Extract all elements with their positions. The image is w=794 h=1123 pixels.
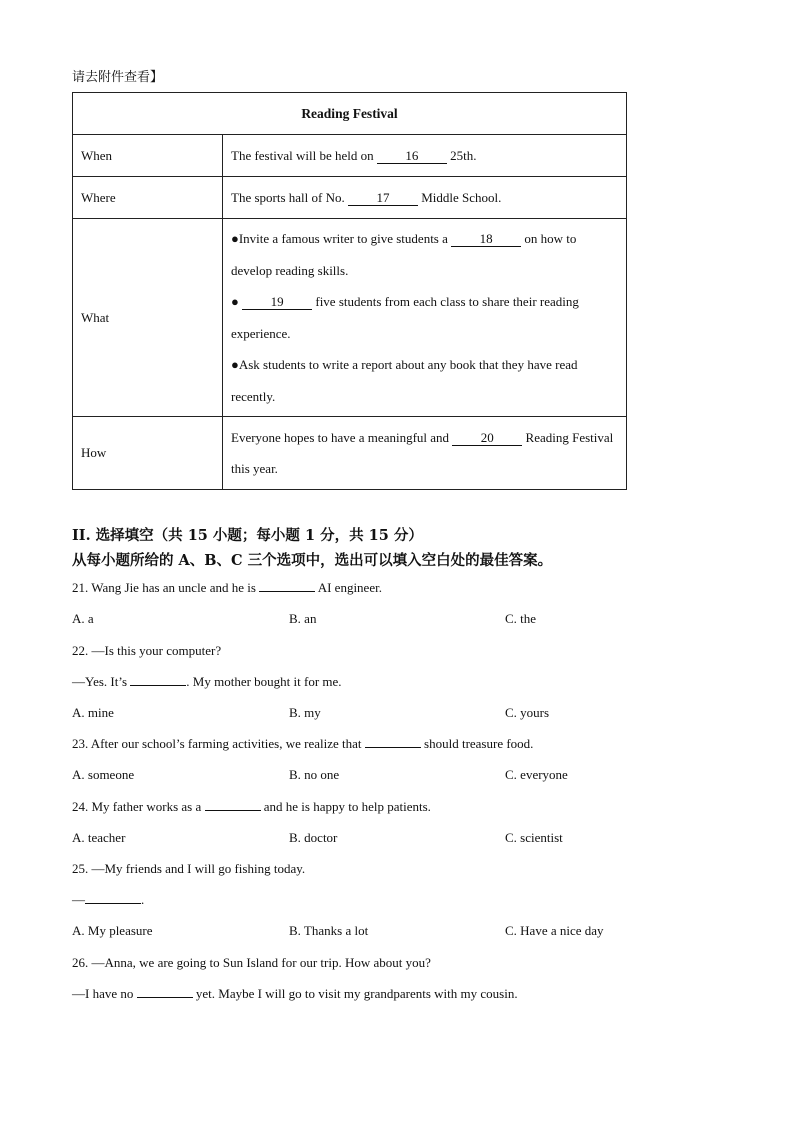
answer-blank	[259, 580, 315, 592]
text-segment: 21. Wang Jie has an uncle and he is	[72, 580, 260, 595]
question-25-reply	[72, 892, 144, 908]
row-label-what: What	[73, 219, 223, 417]
q25-option-c: C. Have a nice day	[505, 923, 604, 938]
text-segment: .	[141, 892, 145, 907]
text-segment: —Yes. It’s	[72, 674, 131, 689]
table-title: Reading Festival	[73, 93, 627, 135]
text-segment: ●Ask students to write a report about any book that they have read recently.	[231, 357, 578, 404]
blank-18: 18	[451, 232, 521, 247]
row-content-when	[223, 135, 627, 177]
section-heading: II. 选择填空（共 15 小题；每小题 1 分，共 15 分）	[72, 527, 423, 544]
answer-blank	[130, 674, 186, 686]
row-content-where	[223, 177, 627, 219]
table-header-row	[73, 93, 627, 135]
q22-option-a: A. mine	[72, 705, 114, 720]
text-segment: and he is happy to help patients.	[260, 799, 431, 814]
q24-option-c: C. scientist	[505, 830, 563, 845]
blank-17: 17	[348, 191, 418, 206]
text-segment: AI engineer.	[315, 580, 382, 595]
q23-option-b: B. no one	[289, 767, 340, 782]
text-segment: The sports hall of No.	[231, 189, 348, 205]
row-content-how	[223, 417, 627, 490]
answer-blank	[137, 986, 193, 998]
q21-option-a: A. a	[72, 611, 94, 626]
question-23	[72, 736, 533, 752]
attachment-note: 请去附件查看】	[72, 70, 164, 85]
answer-blank	[365, 736, 421, 748]
text-segment: —I have no	[72, 986, 137, 1001]
text-segment: . My mother bought it for me.	[186, 674, 342, 689]
text-segment: —	[72, 892, 85, 907]
text-segment: yet. Maybe I will go to visit my grandparents with my cousin.	[192, 986, 518, 1001]
question-21	[72, 580, 382, 596]
table-row	[73, 177, 627, 219]
q21-option-b: B. an	[289, 611, 317, 626]
row-content-what	[223, 219, 627, 417]
text-segment: Reading Festival this year.	[231, 429, 614, 476]
table-row	[73, 219, 627, 417]
answer-blank	[85, 892, 141, 904]
blank-20: 20	[452, 431, 522, 446]
q25-option-a: A. My pleasure	[72, 923, 153, 938]
blank-19: 19	[242, 295, 312, 310]
q25-option-b: B. Thanks a lot	[289, 923, 369, 938]
answer-blank	[205, 799, 261, 811]
reading-festival-table	[72, 92, 627, 490]
q24-option-a: A. teacher	[72, 830, 126, 845]
text-segment: ●Invite a famous writer to give students a	[231, 231, 452, 246]
q22-option-c: C. yours	[505, 705, 550, 720]
question-24	[72, 799, 431, 815]
question-26: 26. —Anna, we are going to Sun Island for our trip. How about you?	[72, 955, 431, 970]
question-22: 22. —Is this your computer?	[72, 643, 222, 658]
q23-option-a: A. someone	[72, 767, 135, 782]
text-segment: ●	[231, 294, 243, 309]
text-segment: should treasure food.	[420, 736, 534, 751]
question-26-reply	[72, 986, 518, 1002]
text-segment: Everyone hopes to have a meaningful and	[231, 429, 453, 445]
q22-option-b: B. my	[289, 705, 321, 720]
table-row	[73, 135, 627, 177]
question-25: 25. —My friends and I will go fishing today.	[72, 861, 306, 876]
row-label-when: When	[73, 135, 223, 177]
text-segment: five students from each class to share their reading experience.	[231, 294, 579, 341]
q23-option-c: C. everyone	[505, 767, 568, 782]
q21-option-c: C. the	[505, 611, 537, 626]
text-segment: The festival will be held on	[231, 147, 377, 163]
row-label-where: Where	[73, 177, 223, 219]
text-segment: Middle School.	[417, 189, 502, 205]
blank-16: 16	[377, 149, 447, 164]
text-segment: 23. After our school’s farming activities, we realize that	[72, 736, 365, 751]
text-segment: 25th.	[446, 147, 477, 163]
q24-option-b: B. doctor	[289, 830, 338, 845]
section-instruction: 从每小题所给的 A、B、C 三个选项中，选出可以填入空白处的最佳答案。	[72, 552, 553, 569]
row-label-how: How	[73, 417, 223, 490]
text-segment: on how to develop reading skills.	[231, 231, 577, 278]
text-segment: 24. My father works as a	[72, 799, 205, 814]
table-row	[73, 417, 627, 490]
question-22-reply	[72, 674, 342, 690]
